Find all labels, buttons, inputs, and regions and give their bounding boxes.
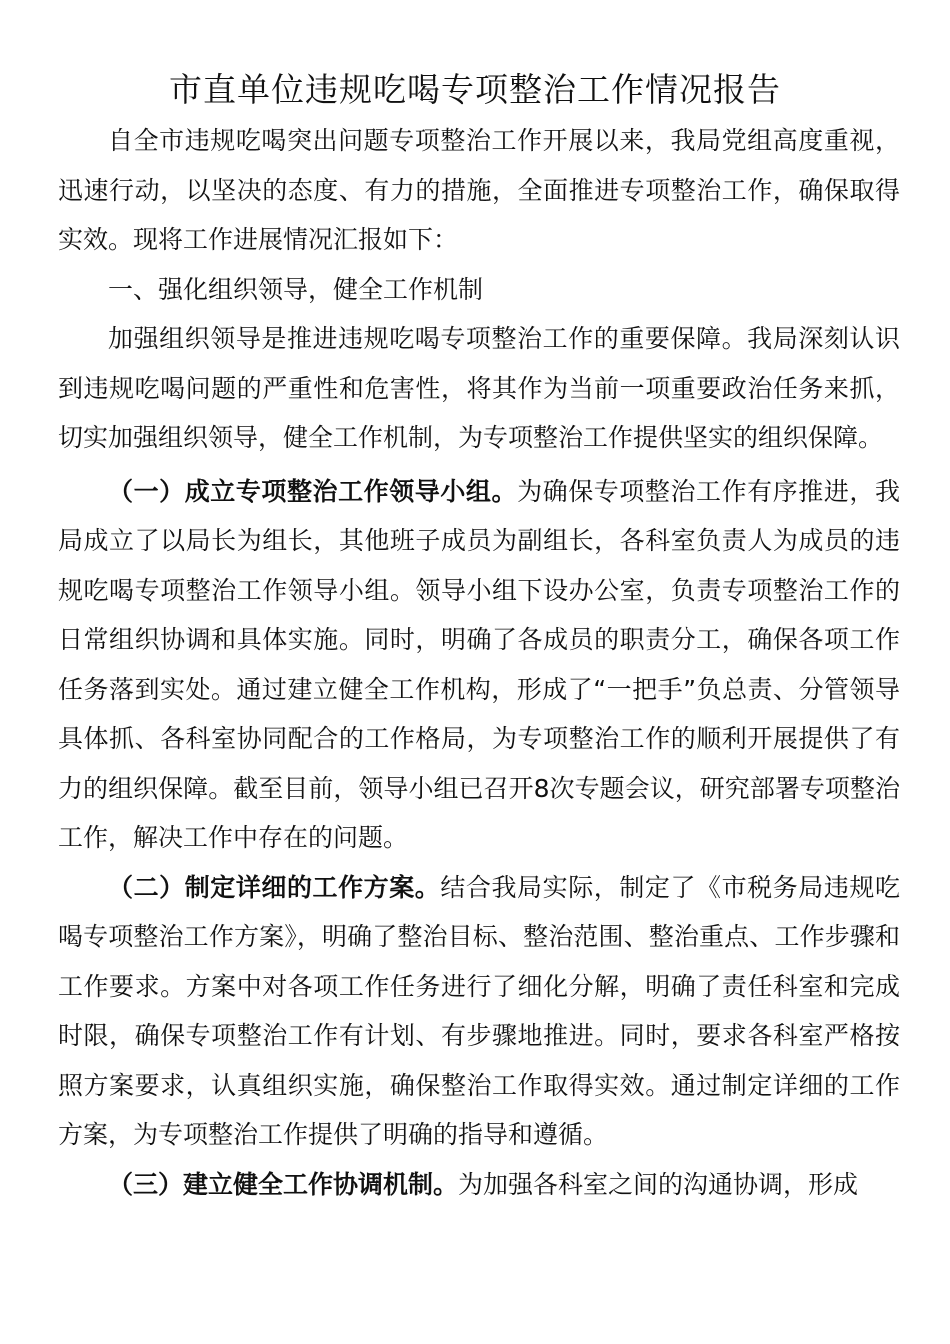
intro-paragraph: 自全市违规吃喝突出问题专项整治工作开展以来，我局党组高度重视，迅速行动，以坚决的态度、有力的措施，全面推进专项整治工作，确保取得实效。现将工作进展情况汇报如下： — [58, 126, 900, 254]
item-2-lead: （二）制定详细的工作方案。 — [108, 872, 441, 902]
item-2-body: 结合我局实际，制定了《市税务局违规吃喝专项整治工作方案》，明确了整治目标、整治范围、整治重点、工作步骤和工作要求。方案中对各项工作任务进行了细化分解，明确了责任科室和完成时限，确保专项整治工作有计划、有步骤地推进。同时，要求各科室严格按照方案要求，认真组织实施，确保整治工作取得实效。通过制定详细的工作方案，为专项整治工作提供了明确的指导和遵循。 — [58, 872, 900, 1149]
item-1-lead: （一）成立专项整治工作领导小组。 — [108, 476, 518, 506]
item-3-body: 为加强各科室之间的沟通协调，形成 — [458, 1169, 859, 1199]
item-1-body: 为确保专项整治工作有序推进，我局成立了以局长为组长，其他班子成员为副组长，各科室负责人为成员的违规吃喝专项整治工作领导小组。领导小组下设办公室，负责专项整治工作的日常组织协调和具体实施。同时，明确了各成员的职责分工，确保各项工作任务落到实处。通过建立健全工作机构，形成了“一把手”负总责、分管领导具体抓、各科室协同配合的工作格局，为专项整治工作的顺利开展提供了有力的组织保障。截至目前，领导小组已召开8次专题会议，研究部署专项整治工作，解决工作中存在的问题。 — [58, 476, 900, 852]
item-1-paragraph — [58, 467, 900, 863]
section-1-paragraph: 加强组织领导是推进违规吃喝专项整治工作的重要保障。我局深刻认识到违规吃喝问题的严重性和危害性，将其作为当前一项重要政治任务来抓，切实加强组织领导，健全工作机制，为专项整治工作提供坚实的组织保障。 — [58, 324, 900, 452]
item-2-paragraph — [58, 863, 900, 1160]
document-title: 市直单位违规吃喝专项整治工作情况报告 — [169, 70, 781, 109]
document-body — [58, 116, 900, 1209]
section-heading-1: 一、强化组织领导，健全工作机制 — [108, 274, 484, 304]
item-3-lead: （三）建立健全工作协调机制。 — [108, 1169, 459, 1199]
item-3-paragraph — [58, 1160, 900, 1210]
